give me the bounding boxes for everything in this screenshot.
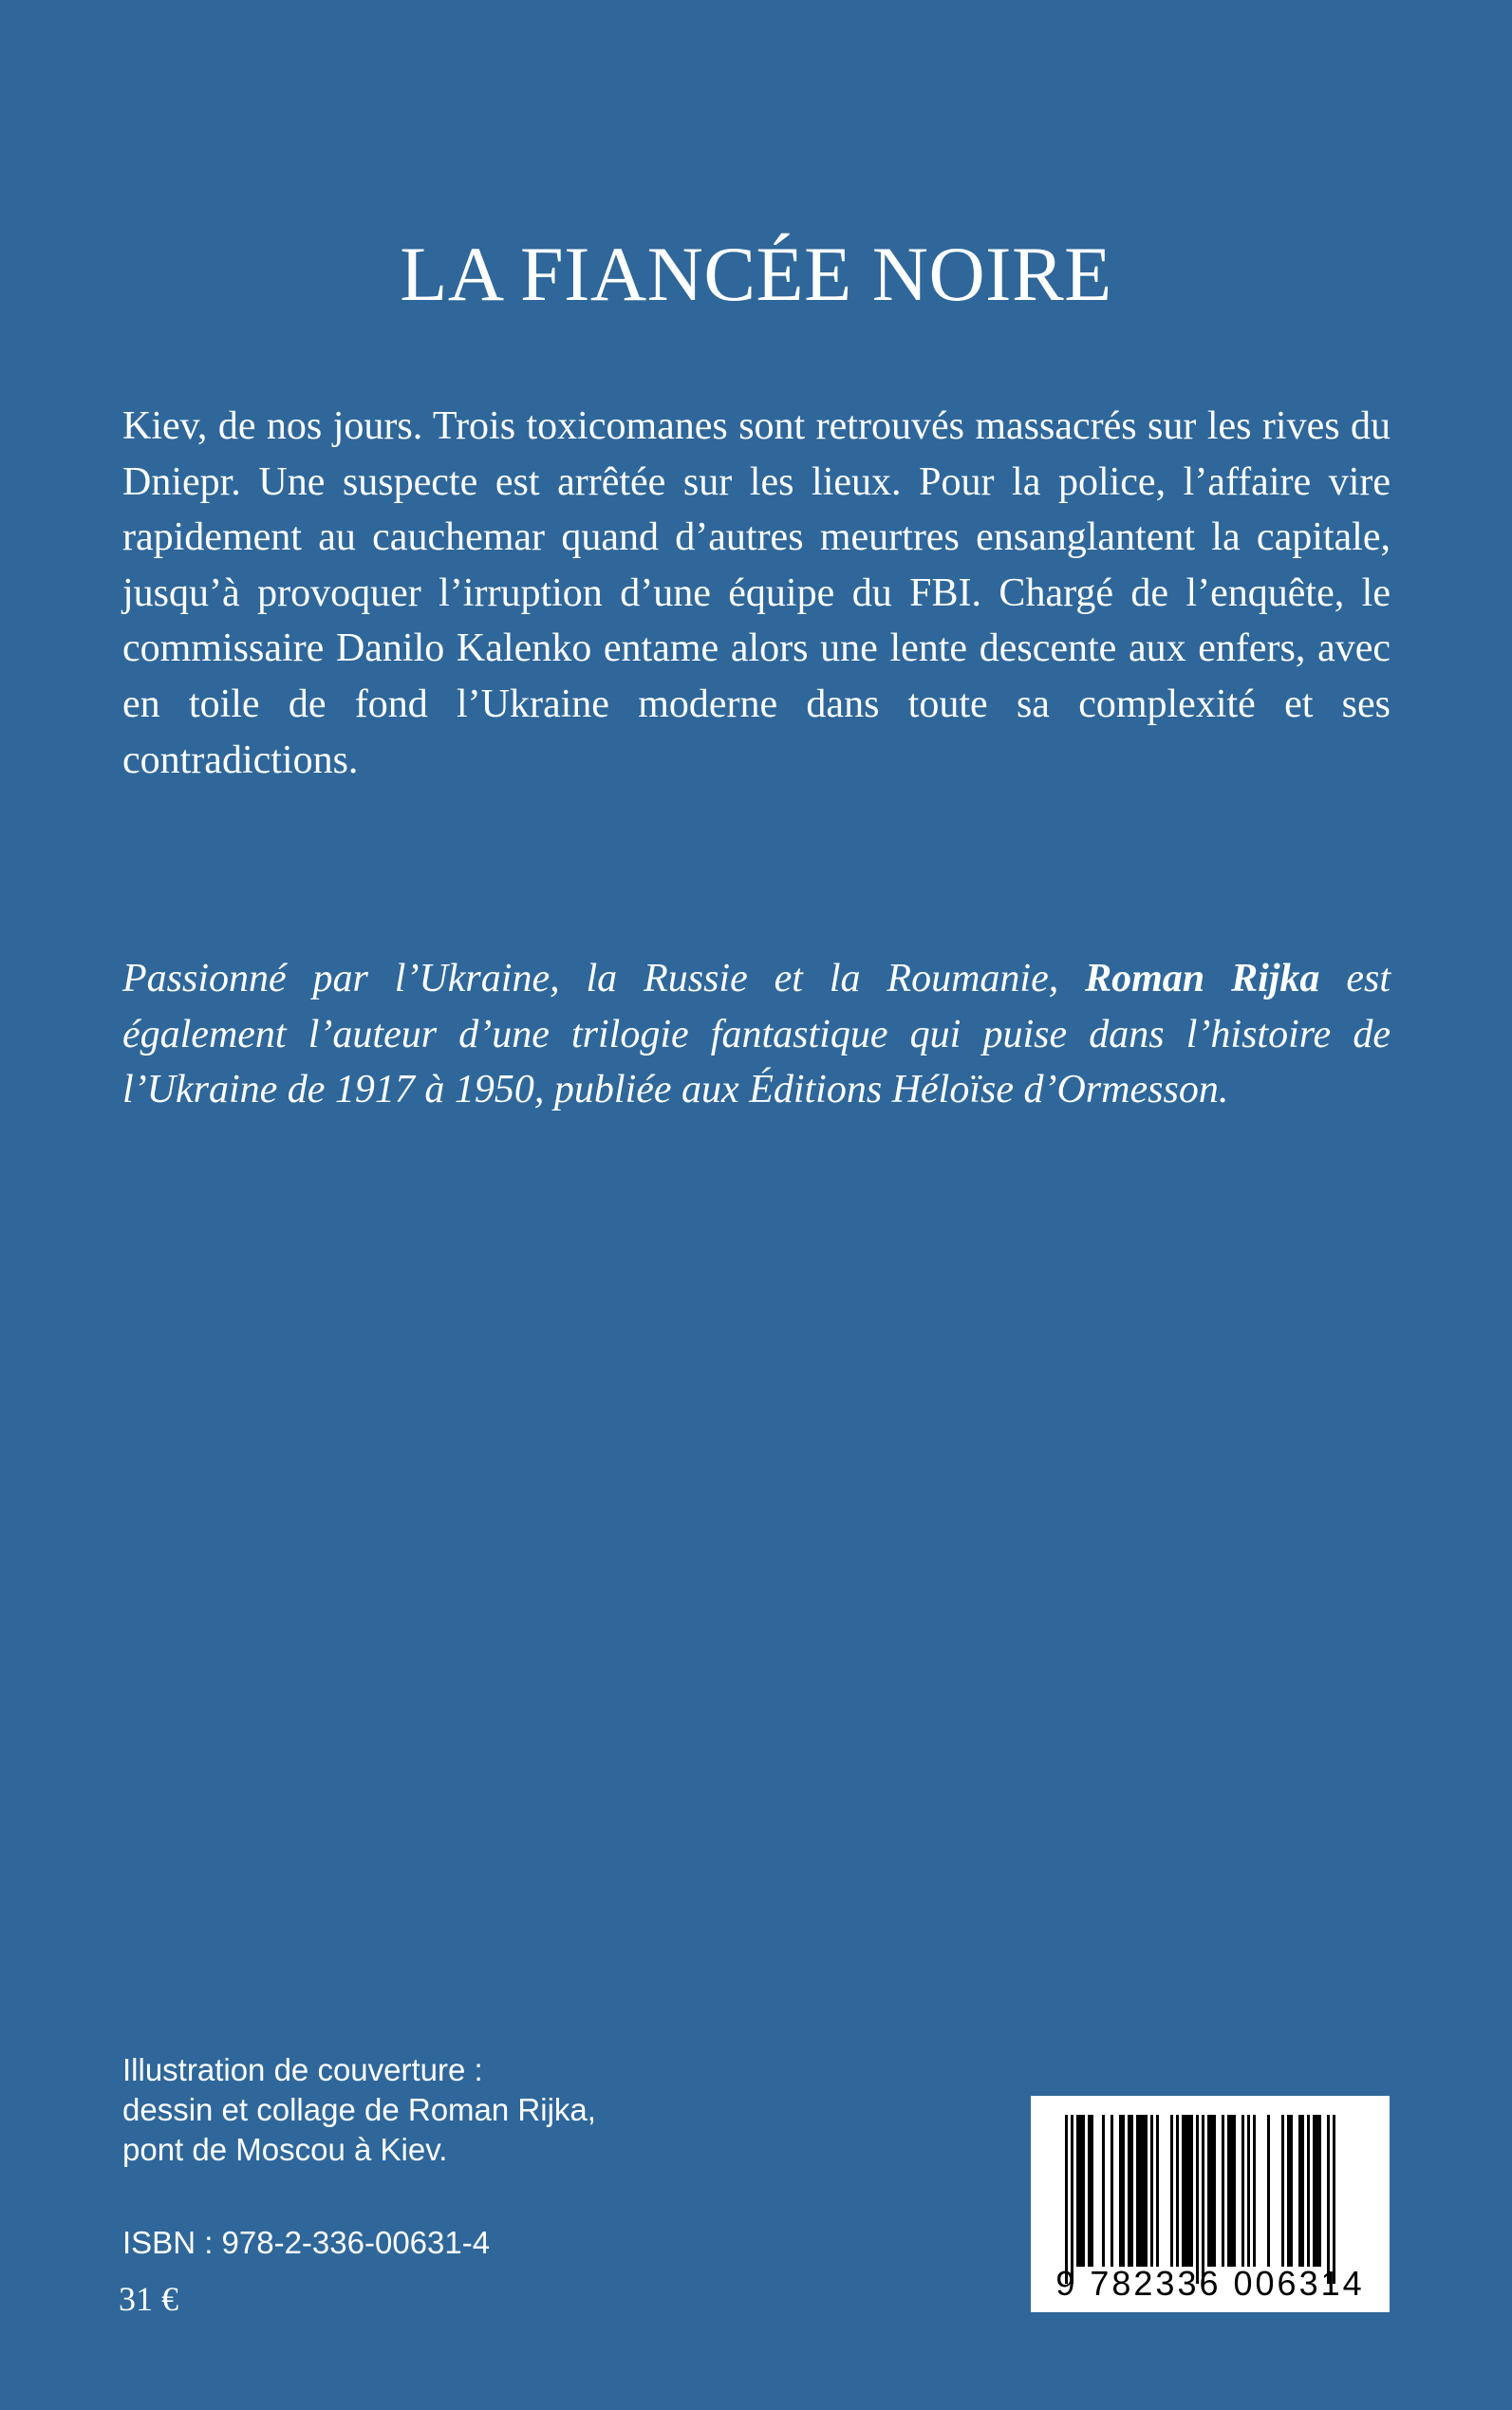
barcode-bar <box>1187 2115 1190 2267</box>
author-bio <box>122 951 1391 1118</box>
barcode-bar <box>1196 2115 1199 2284</box>
price-label: 31 € <box>119 2280 178 2318</box>
barcode-bar <box>1290 2115 1293 2267</box>
barcode-bar <box>1142 2115 1145 2267</box>
barcode-bar <box>1156 2115 1159 2267</box>
barcode-bar <box>1065 2115 1068 2284</box>
barcode-bar <box>1230 2115 1233 2267</box>
barcode-bar <box>1233 2115 1236 2267</box>
barcode-bar <box>1213 2115 1216 2267</box>
barcode-bar <box>1267 2115 1270 2267</box>
barcode-bar <box>1313 2115 1316 2267</box>
barcode-bar <box>1227 2115 1230 2267</box>
barcode-bar <box>1281 2115 1284 2267</box>
barcode-bar <box>1079 2115 1082 2267</box>
credits-line-1: Illustration de couverture : <box>122 2052 483 2087</box>
barcode-bar <box>1327 2115 1330 2284</box>
barcode-bar <box>1176 2115 1179 2267</box>
author-name: Roman Rijka <box>1085 957 1320 1000</box>
barcode-bar <box>1287 2115 1290 2267</box>
barcode-bar <box>1316 2115 1318 2267</box>
barcode <box>1031 2096 1390 2312</box>
barcode-bar <box>1119 2115 1122 2267</box>
barcode-bar <box>1247 2115 1250 2267</box>
barcode-bar <box>1128 2115 1130 2267</box>
barcode-bar <box>1207 2115 1210 2267</box>
barcode-bar <box>1241 2115 1244 2267</box>
barcode-bar <box>1170 2115 1173 2267</box>
barcode-bar <box>1136 2115 1139 2267</box>
barcode-bar <box>1150 2115 1153 2267</box>
barcode-bar <box>1190 2115 1193 2267</box>
barcode-digits: 9 782336 006314 <box>1055 2264 1365 2303</box>
barcode-bar <box>1298 2115 1301 2267</box>
synopsis-text: Kiev, de nos jours. Trois toxicomanes sont retrouvés massacrés sur les rives du Dniepr. Une suspecte est arrêtée sur les lieux. Pour la police, l’affaire vire rapidement au cauchemar quand d’autres meurtres ensanglantent la capitale, jusqu’à provoquer l’irruption d’une équipe du FBI. Chargé de l’enquête, le commissaire Danilo Kalenko entame alors une lente descente aux enfers, avec en toile de fond l’Ukraine moderne dans toute sa complexité et ses contradictions. <box>122 404 1391 782</box>
barcode-bar <box>1071 2115 1073 2284</box>
barcode-bar <box>1202 2115 1204 2284</box>
barcode-bar <box>1122 2115 1125 2267</box>
author-bio-rest: est également l’auteur d’une trilogie fantastique qui puise dans l’histoire de l’Ukraine de 1917 à 1950, publiée aux Éditions Héloïse d’Ormesson. <box>122 957 1391 1112</box>
barcode-bar <box>1130 2115 1133 2267</box>
barcode-bar <box>1210 2115 1213 2267</box>
credits-line-3: pont de Moscou à Kiev. <box>122 2132 448 2167</box>
barcode-bar <box>1318 2115 1321 2267</box>
barcode-bar <box>1076 2115 1079 2267</box>
barcode-bar <box>1111 2115 1113 2267</box>
barcode-bar <box>1102 2115 1105 2267</box>
author-bio-intro: Passionné par l’Ukraine, la Russie et la Roumanie, <box>122 957 1086 1000</box>
barcode-bar <box>1185 2115 1187 2267</box>
barcode-bar <box>1082 2115 1085 2267</box>
barcode-bar <box>1222 2115 1224 2267</box>
isbn-label: ISBN : 978-2-336-00631-4 <box>122 2225 491 2260</box>
cover-illustration-credits <box>122 2050 806 2170</box>
barcode-bar <box>1307 2115 1310 2267</box>
barcode-bar <box>1333 2115 1335 2284</box>
barcode-bar <box>1088 2115 1091 2267</box>
barcode-bar <box>1145 2115 1148 2267</box>
barcode-bar <box>1301 2115 1304 2267</box>
barcode-bar <box>1182 2115 1185 2267</box>
barcode-bar <box>1091 2115 1093 2267</box>
book-title: LA FIANCÉE NOIRE <box>400 231 1112 317</box>
barcode-bar <box>1139 2115 1142 2267</box>
barcode-bar <box>1253 2115 1256 2267</box>
credits-line-2: dessin et collage de Roman Rijka, <box>122 2092 596 2127</box>
